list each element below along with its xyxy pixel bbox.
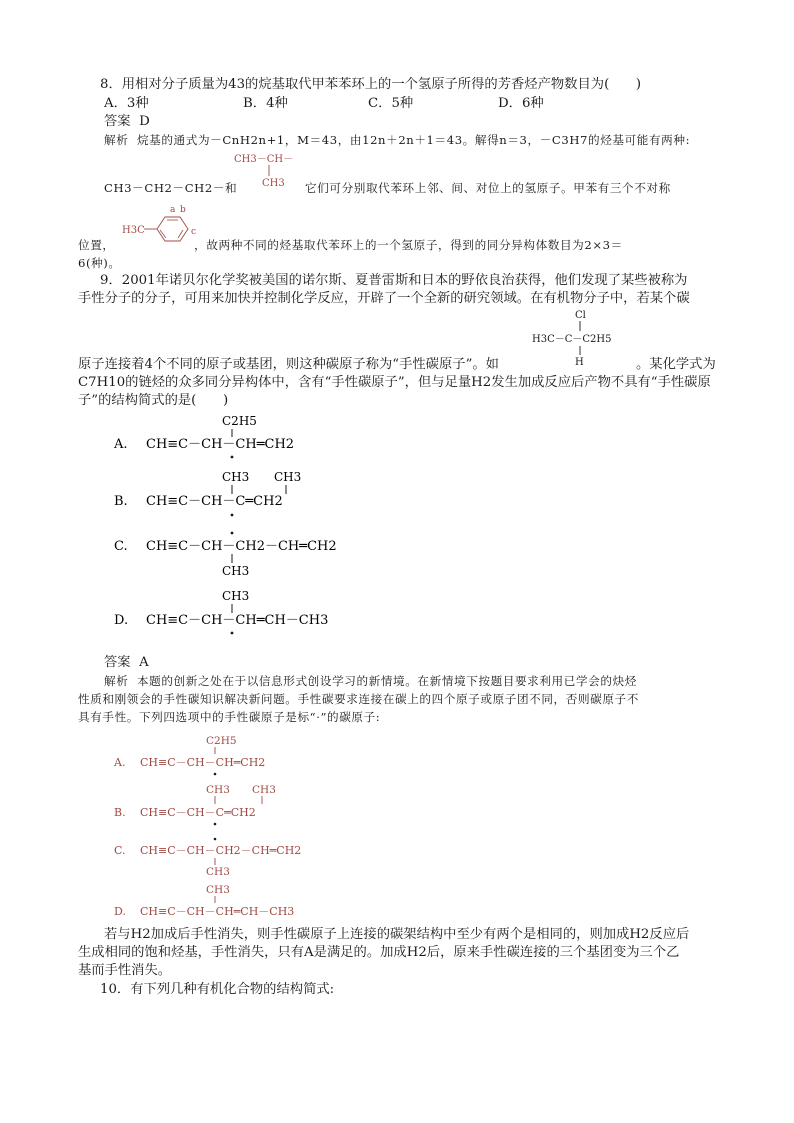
q9-analysis-text-2: 性质和刚领会的手性碳知识解决新问题。手性碳要求连接在碳上的四个原子或原子团不同，否则碳原子不	[78, 692, 639, 706]
q9-option-a-main: CH≡C－CH－CH═CH2	[146, 437, 295, 452]
q9-option-b-sub2: CH3	[274, 470, 302, 484]
isopropyl-structure	[232, 150, 302, 190]
toluene-label-a: a	[170, 205, 176, 215]
q8-propyl-text: CH3－CH2－CH2－和	[104, 181, 238, 195]
toluene-label-c: c	[191, 227, 197, 237]
q9-option-d-sub: CH3	[222, 589, 250, 603]
q9-conclusion-1: 若与H2加成后手性消失，则手性碳原子上连接的碳架结构中至少有两个是相同的，则加成H2反应后	[104, 927, 690, 942]
q9-answer-line	[104, 654, 149, 672]
q9-analysis-c-label: C.	[114, 844, 126, 857]
q8-stem: 8．用相对分子质量为43的烷基取代甲苯苯环上的一个氢原子所得的芳香烃产物数目为( )	[100, 77, 642, 92]
q8-answer: D	[139, 114, 150, 129]
q9-option-b-main: CH≡C－CH－C═CH2	[146, 494, 283, 509]
q9-answer: A	[139, 655, 149, 670]
q9-analysis-d-sub: CH3	[206, 884, 230, 896]
q9-option-b-label: B.	[114, 494, 128, 509]
q9-stem-line5: 子”的结构简式的是( )	[78, 393, 229, 408]
q9-analysis-b-label: B.	[114, 806, 126, 819]
q9-analysis-text-3: 具有手性。下列四选项中的手性碳原子是标“·”的碳原子:	[78, 710, 381, 724]
q9-analysis-text-1: 本题的创新之处在于以信息形式创设学习的新情境。在新情境下按题目要求利用已学会的炔烃	[136, 674, 637, 688]
chiral-example-structure	[530, 306, 640, 368]
q9-stem-line3-end: 。某化学式为	[636, 357, 716, 372]
example-bottom: H	[575, 357, 584, 368]
q9-stem-line3: 原子连接着4个不同的原子或基团，则这种碳原子称为“手性碳原子”。如	[78, 357, 499, 372]
isopropyl-bottom-text: CH3	[262, 178, 285, 189]
q8-analysis-label: 解析	[104, 133, 129, 147]
toluene-methyl-text: H3C	[122, 225, 145, 236]
q9-option-a-label: A.	[114, 437, 128, 452]
q9-analysis-d-label: D.	[114, 905, 126, 918]
q9-analysis-c-main: CH≡C－CH－CH2－CH═CH2	[140, 844, 302, 857]
q9-stem-line2: 手性分子的分子，可用来加快并控制化学反应，开辟了一个全新的研究领域。在有机物分子中，若某个碳	[78, 291, 690, 306]
q9-analysis-a-main: CH≡C－CH－CH═CH2	[140, 756, 266, 769]
q9-analysis-b-main: CH≡C－CH－C═CH2	[140, 806, 256, 819]
q8-answer-label: 答案	[104, 114, 131, 129]
q9-stem-line1: 9．2001年诺贝尔化学奖被美国的诺尔斯、夏普雷斯和日本的野依良治获得，他们发现了某些被称为	[100, 273, 688, 288]
q9-stem-line4: C7H10的链烃的众多同分异构体中，含有“手性碳原子”，但与足量H2发生加成反应后产物不具有“手性碳原	[78, 375, 711, 390]
q9-analysis-structures	[110, 728, 440, 923]
q9-option-d-main: CH≡C－CH－CH═CH－CH3	[146, 613, 329, 628]
q8-analysis-text-2: 它们可分别取代苯环上邻、间、对位上的氢原子。甲苯有三个不对称	[305, 181, 671, 195]
q9-option-b-sub: CH3	[222, 470, 250, 484]
q9-analysis-label: 解析	[104, 674, 129, 688]
q8-option-a: A．3种	[104, 96, 149, 111]
q9-option-c-main: CH≡C－CH－CH2－CH═CH2	[146, 539, 337, 554]
q9-option-d-label: D.	[114, 613, 129, 628]
example-top: Cl	[575, 310, 586, 321]
q10-stem: 10．有下列几种有机化合物的结构简式:	[100, 982, 335, 997]
q9-analysis-a-sub: C2H5	[206, 735, 237, 747]
q8-analysis-text-4: 6(种)。	[78, 256, 121, 270]
q9-analysis-d-main: CH≡C－CH－CH═CH－CH3	[140, 905, 295, 918]
q9-option-c-label: C.	[114, 539, 128, 554]
q9-analysis-line1	[104, 672, 637, 690]
q8-answer-line	[104, 113, 150, 131]
q9-conclusion-3: 基而手性消失。	[78, 963, 172, 978]
q9-analysis-b-sub2: CH3	[252, 784, 276, 796]
q9-option-a-sub: C2H5	[222, 414, 257, 428]
toluene-label-b: b	[180, 205, 186, 215]
q9-conclusion-2: 生成相同的饱和烃基，手性消失，只有A是满足的。加成H2后，原来手性碳连接的三个基团变为三个乙	[78, 945, 680, 960]
q8-analysis-line1	[104, 131, 690, 149]
q8-option-b: B．4种	[243, 96, 288, 111]
q9-option-c-sub: CH3	[222, 564, 250, 578]
q9-option-structures	[110, 405, 440, 645]
example-main: H3C－C－C2H5	[532, 334, 612, 345]
q9-answer-label: 答案	[104, 655, 131, 670]
q8-option-d: D．6种	[498, 96, 544, 111]
q8-analysis-text-3: 位置， ，故两种不同的烃基取代苯环上的一个氢原子，得到的同分异构体数目为2×3＝	[78, 238, 623, 252]
q9-analysis-b-sub: CH3	[206, 784, 230, 796]
q8-option-c: C．5种	[368, 96, 414, 111]
isopropyl-top-text: CH3－CH－	[234, 154, 294, 165]
q9-analysis-c-sub: CH3	[206, 866, 230, 878]
q8-analysis-text-1: 烷基的通式为－CnH2n+1，M＝43，由12n＋2n＋1＝43。解得n＝3，－C3H7的烃基可能有两种:	[136, 133, 691, 147]
q9-analysis-a-label: A.	[114, 756, 126, 769]
